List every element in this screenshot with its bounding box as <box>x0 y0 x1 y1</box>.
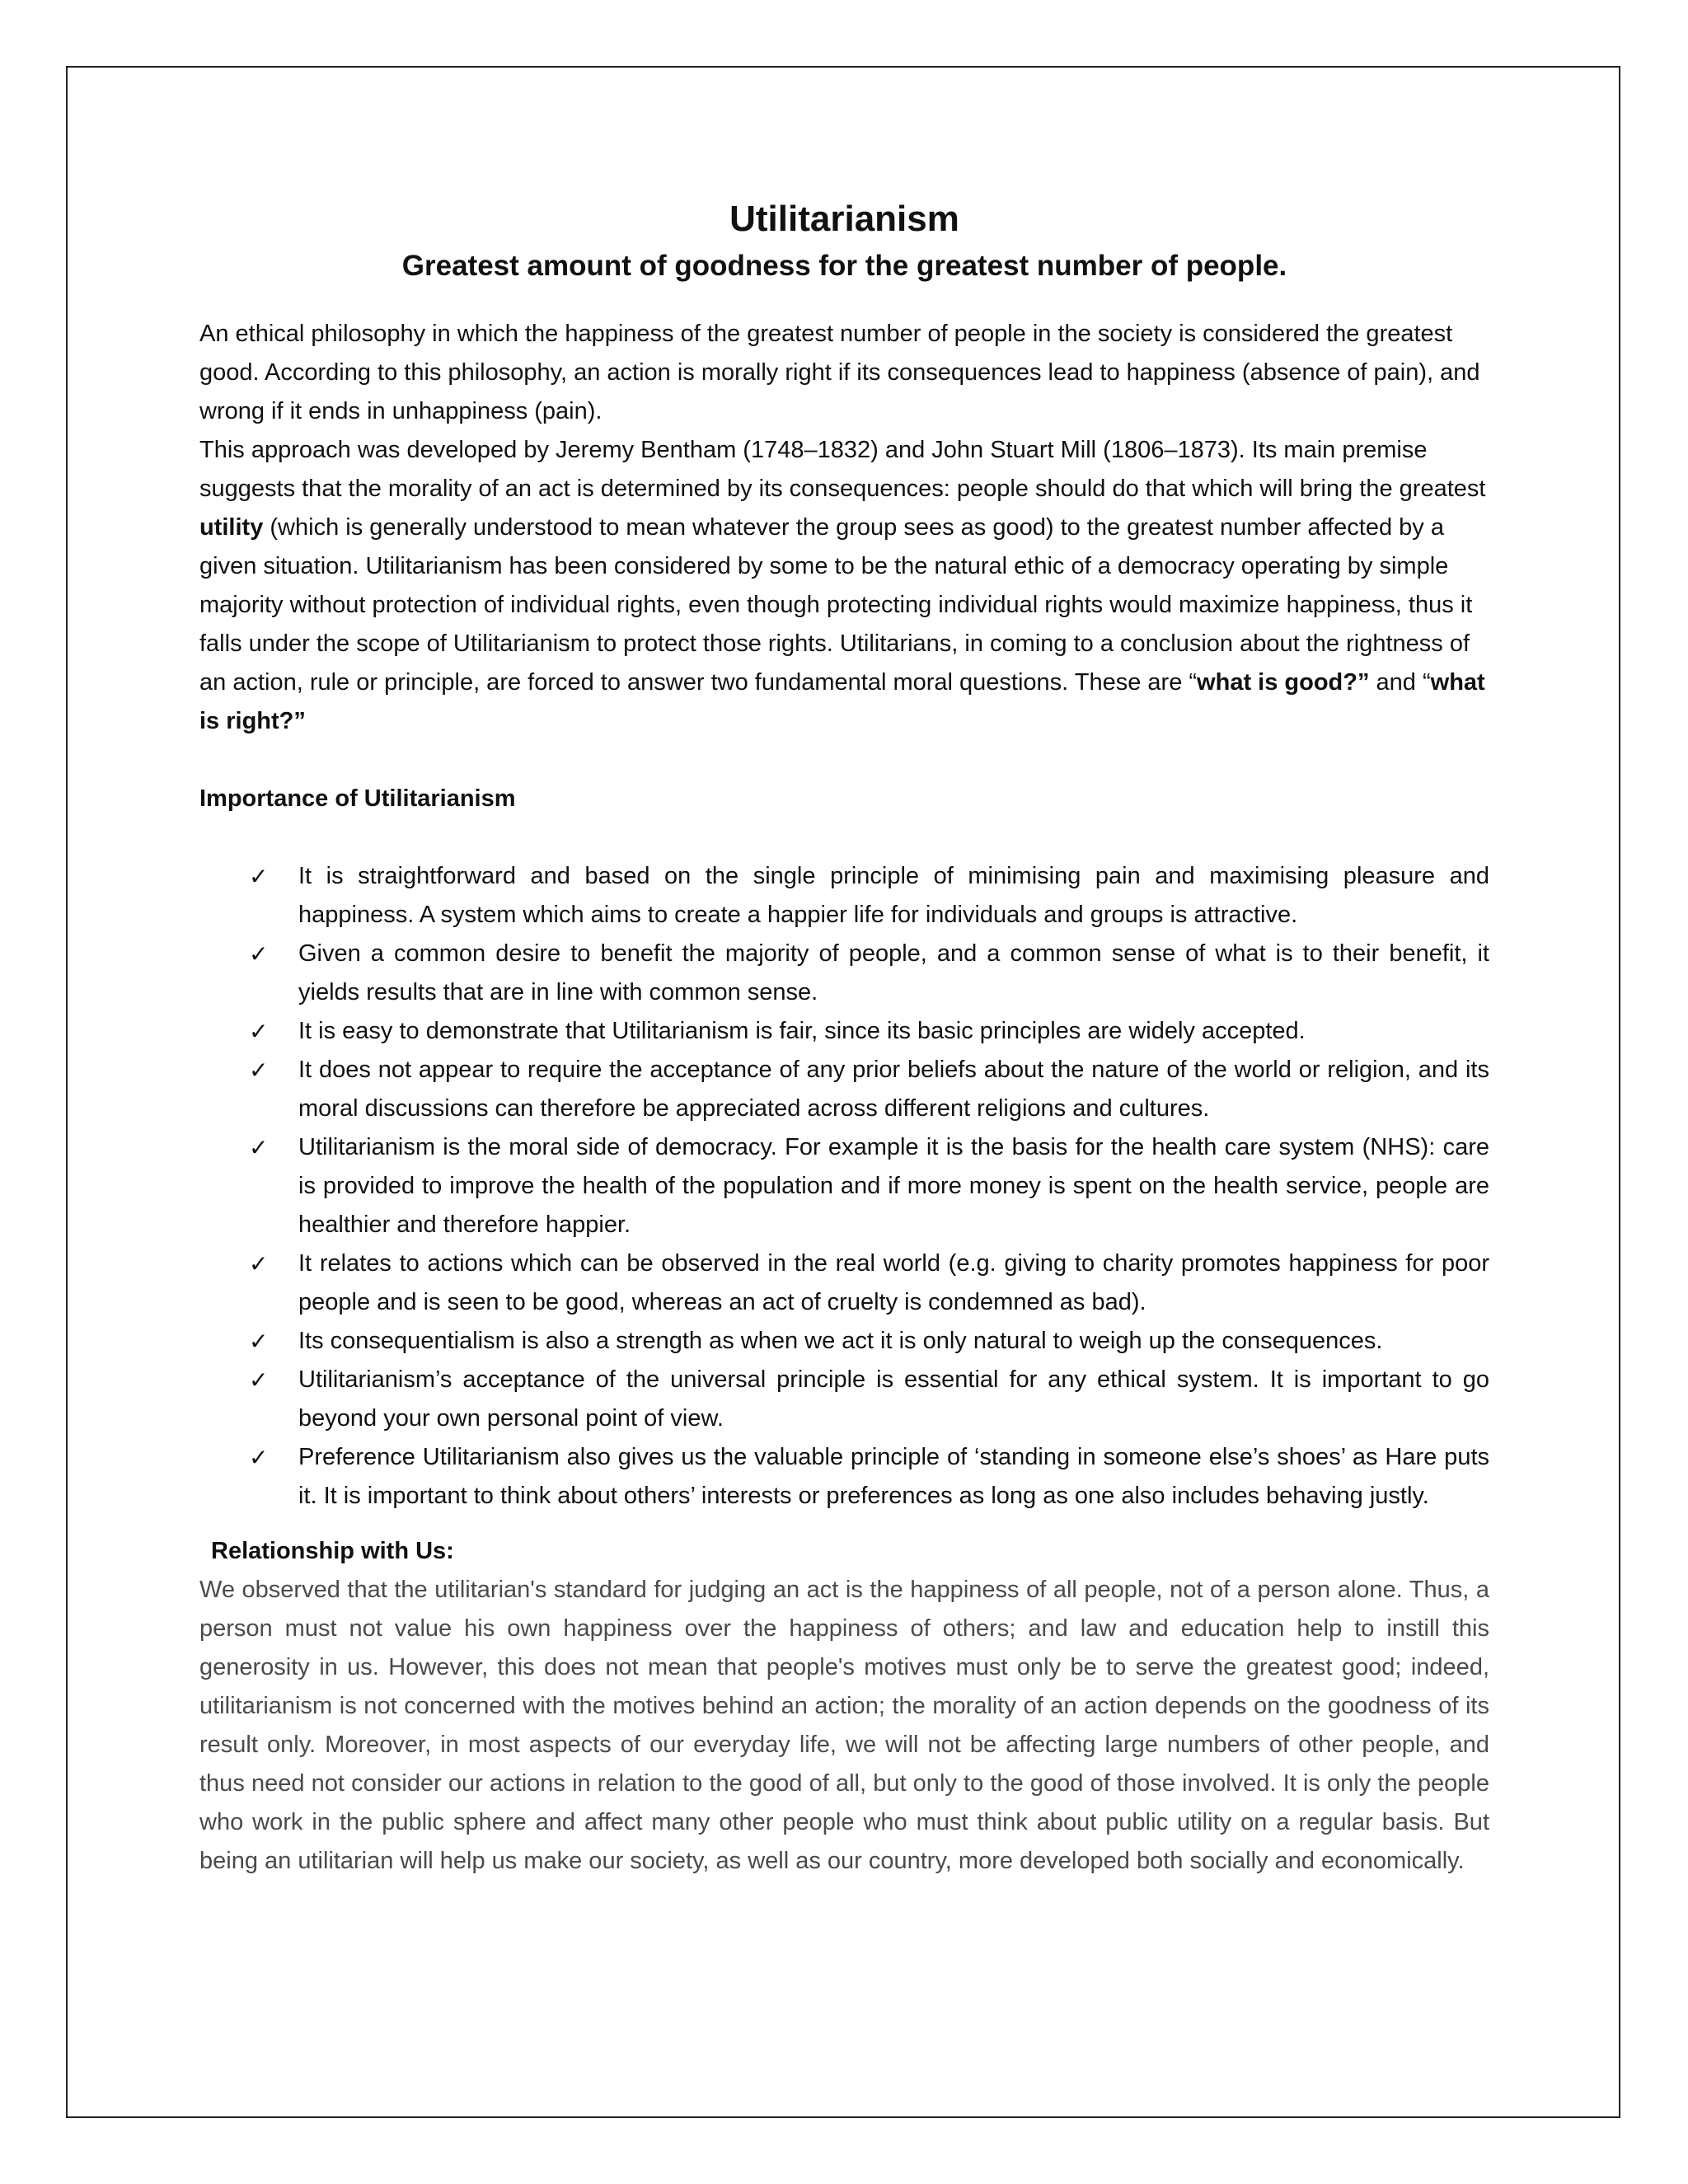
intro-text-1: An ethical philosophy in which the happiness of the greatest number of people in the society is considered the greatest good. According to this philosophy, an action is morally right if its consequences lead to happiness (absence of pain), and wrong if it ends in unhappiness (pain). <box>199 321 1480 424</box>
list-item <box>199 1244 1489 1322</box>
intro-paragraph <box>199 315 1489 741</box>
check-icon: ✓ <box>249 1444 269 1471</box>
list-item <box>199 1128 1489 1244</box>
list-item-text: It is easy to demonstrate that Utilitarianism is fair, since its basic principles are widely accepted. <box>298 1018 1306 1044</box>
check-icon: ✓ <box>249 1366 269 1394</box>
relationship-paragraph: We observed that the utilitarian's standard for judging an act is the happiness of all people, not of a person alone. Thus, a person must not value his own happiness over the happiness of others; and law and education help to instill this generosity in us. However, this does not mean that people's motives must only be to serve the greatest good; indeed, utilitarianism is not concerned with the motives behind an action; the morality of an action depends on the goodness of its result only. Moreover, in most aspects of our everyday life, we will not be affecting large numbers of other people, and thus need not consider our actions in relation to the good of all, but only to the good of those involved. It is only the people who work in the public sphere and affect many other people who must think about public utility on a regular basis. But being an utilitarian will help us make our society, as well as our country, more developed both socially and economically. <box>199 1577 1489 1874</box>
intro-text-2a: This approach was developed by Jeremy Bentham (1748–1832) and John Stuart Mill (1806–1873). Its main premise suggests that the morality of an act is determined by its consequences: people should do that which will bring the greatest <box>199 437 1486 502</box>
list-item <box>199 1051 1489 1128</box>
list-item <box>199 935 1489 1012</box>
page-subtitle: Greatest amount of goodness for the greatest number of people. <box>401 250 1287 282</box>
utility-term: utility <box>199 514 264 541</box>
question-good: what is good?” <box>1197 669 1370 696</box>
relationship-heading: Relationship with Us: <box>211 1538 454 1564</box>
check-icon: ✓ <box>249 1328 269 1355</box>
list-item-text: It does not appear to require the acceptance of any prior beliefs about the nature of the world or religion, and its moral discussions can therefore be appreciated across different religions and cultures. <box>298 1057 1489 1122</box>
list-item-text: Its consequentialism is also a strength as when we act it is only natural to weigh up the consequences. <box>298 1328 1383 1354</box>
list-item-text: It relates to actions which can be observed in the real world (e.g. giving to charity promotes happiness for poor people and is seen to be good, whereas an act of cruelty is condemned as bad). <box>298 1250 1489 1315</box>
list-item <box>199 1012 1489 1051</box>
check-icon: ✓ <box>249 863 269 890</box>
importance-heading: Importance of Utilitarianism <box>199 785 516 812</box>
check-icon: ✓ <box>249 940 269 968</box>
check-icon: ✓ <box>249 1057 269 1084</box>
list-item <box>199 1322 1489 1361</box>
question-right: what is right?” <box>199 669 1485 734</box>
document-body <box>199 194 1489 1881</box>
list-item <box>199 1438 1489 1516</box>
check-icon: ✓ <box>249 1018 269 1045</box>
list-item <box>199 857 1489 935</box>
intro-text-2b: (which is generally understood to mean whatever the group sees as good) to the greatest number affected by a given situation. Utilitarianism has been considered by some to be the natural ethic of a democracy operating by simple majority without protection of individual rights, even though protecting individual rights would maximize happiness, thus it falls under the scope of Utilitarianism to protect those rights. Utilitarians, in coming to a conclusion about the rightness of an action, rule or principle, are forced to answer two fundamental moral questions. These are “ <box>199 514 1473 696</box>
list-item-text: Preference Utilitarianism also gives us the valuable principle of ‘standing in someone else’s shoes’ as Hare puts it. It is important to think about others’ interests or preferences as long as one also includes behaving justly. <box>298 1444 1489 1509</box>
check-icon: ✓ <box>249 1250 269 1277</box>
list-item <box>199 1361 1489 1438</box>
check-icon: ✓ <box>249 1134 269 1161</box>
list-item-text: Utilitarianism’s acceptance of the universal principle is essential for any ethical system. It is important to go beyond your own personal point of view. <box>298 1366 1489 1432</box>
list-item-text: Given a common desire to benefit the majority of people, and a common sense of what is to their benefit, it yields results that are in line with common sense. <box>298 940 1489 1005</box>
intro-text-2c: and “ <box>1369 669 1431 696</box>
list-item-text: Utilitarianism is the moral side of democracy. For example it is the basis for the health care system (NHS): care is provided to improve the health of the population and if more money is spent on the health service, people are healthier and therefore happier. <box>298 1134 1489 1238</box>
importance-list <box>199 857 1489 1516</box>
list-item-text: It is straightforward and based on the single principle of minimising pain and maximising pleasure and happiness. A system which aims to create a happier life for individuals and groups is attractive. <box>298 863 1489 928</box>
page-title: Utilitarianism <box>729 199 959 239</box>
